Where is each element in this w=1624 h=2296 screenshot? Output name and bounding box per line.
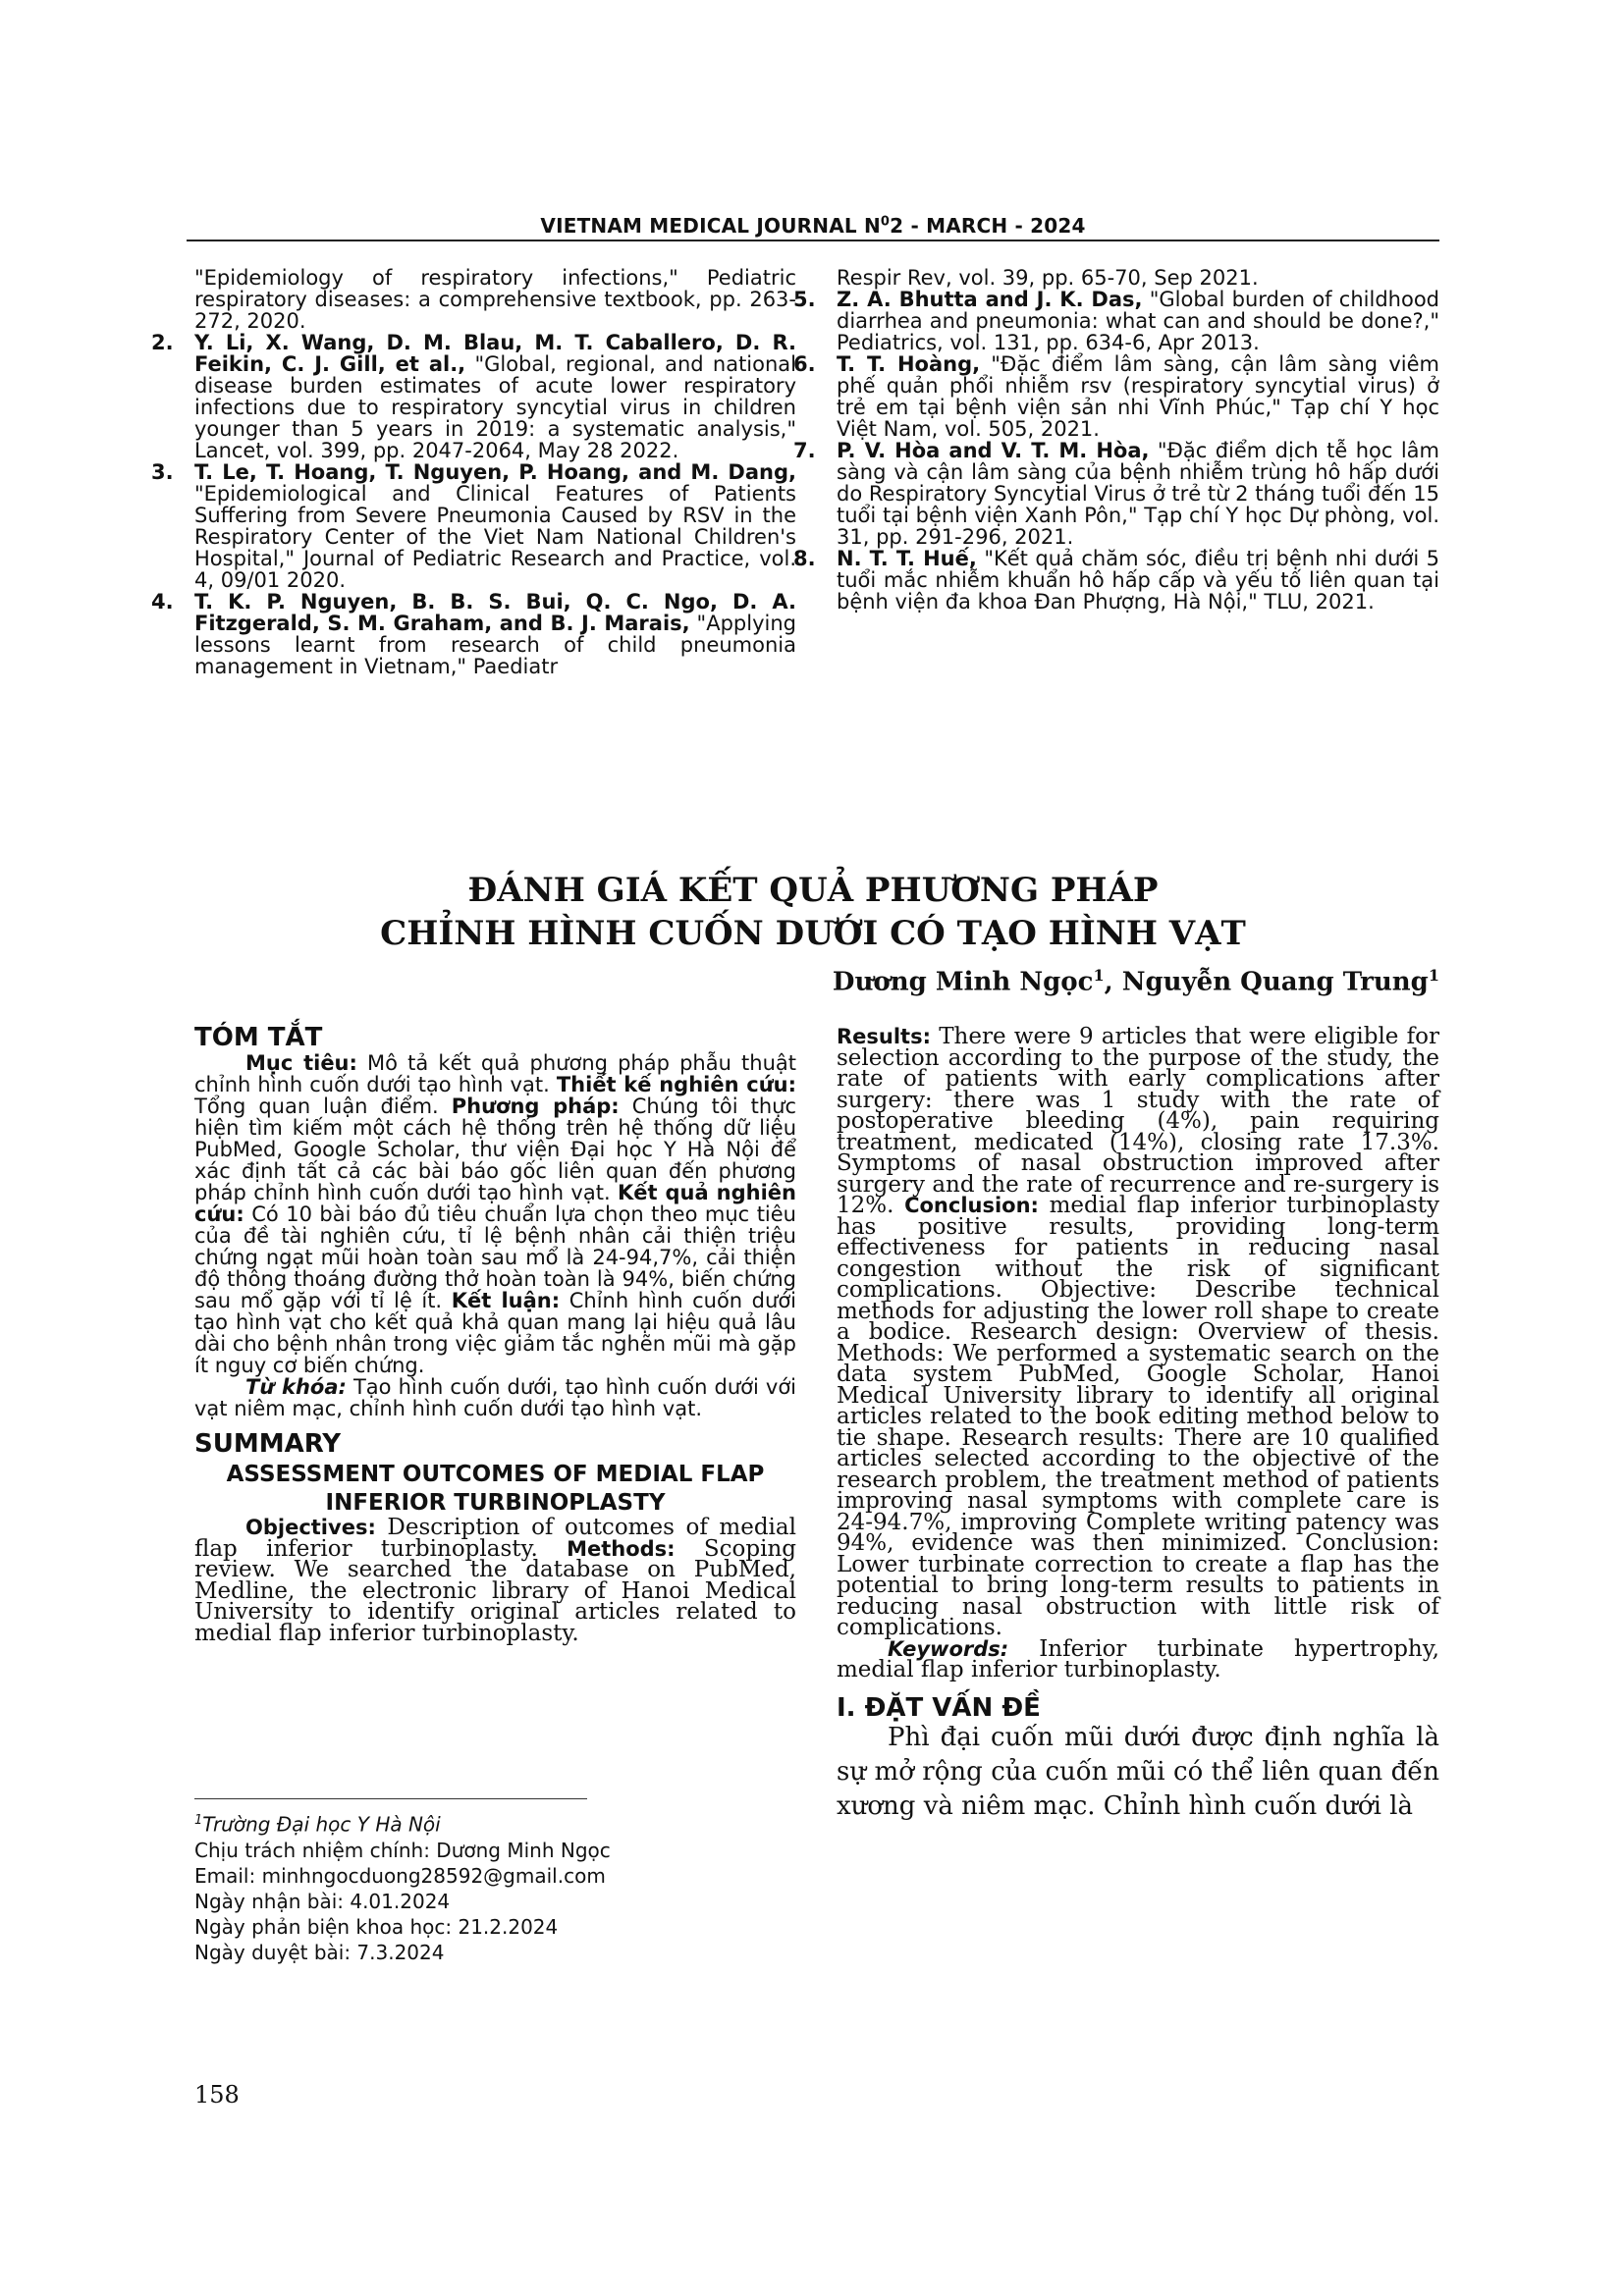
tomtat-keywords: Từ khóa: Tạo hình cuốn dưới, tạo hình cuốn dưới với vạt niêm mạc, chỉnh hình cuốn dưới tạo hình vạt. (194, 1375, 797, 1420)
footnote-received-date: Ngày nhận bài: 4.01.2024 (194, 1889, 451, 1913)
article-title-line-2: CHỈNH HÌNH CUỐN DƯỚI CÓ TẠO HÌNH VẠT (380, 914, 1246, 953)
footnote-approved-date: Ngày duyệt bài: 7.3.2024 (194, 1940, 445, 1964)
summary-paragraph-continued: Results: There were 9 articles that were eligible for selection according to the purpose of the study, the rate of patients with early complications after surgery: there was 1 study with the rate of postoperative bleeding (4%), pain requiring treatment, medicated (14%), closing rate 17.3%. Symptoms of nasal obstruction improved after surgery and the rate of recurrence and re-surgery is 12%. Conclusion: medial flap inferior turbinoplasty has positive results, providing long-term effectiveness for patients in reducing nasal congestion without the risk of significant complications. Objective: Describe technical methods for adjusting the lower roll shape to create a bodice. Research design: Overview of thesis. Methods: We performed a systematic search on the data system PubMed, Google Scholar, Hanoi Medical University library to identify all original articles related to the book editing method below to tie shape. Research results: There are 10 qualified articles selected according to the objective of the research problem, the treatment method of patients improving nasal symptoms with complete care is 24-94.7%, improving Complete writing patency was 94%, evidence was then minimized. Conclusion: Lower turbinate correction to create a flap has the potential to bring long-term results to patients in reducing nasal obstruction with little risk of complications. (837, 1024, 1439, 1640)
footnote-email: Email: minhngocduong28592@gmail.com (194, 1863, 606, 1888)
footnote-rule (194, 1798, 587, 1799)
tomtat-paragraph: Mục tiêu: Mô tả kết quả phương pháp phẫu thuật chỉnh hình cuốn dưới tạo hình vạt. Thiết kế nghiên cứu: Tổng quan luận điểm. Phương pháp: Chúng tôi thực hiện tìm kiếm một cách hệ thống trên hệ thống dữ liệu PubMed, Google Scholar, thư viện Đại học Y Hà Nội để xác định tất cả các bài báo gốc liên quan đến phương pháp chỉnh hình cuốn dưới tạo hình vạt. Kết quả nghiên cứu: Có 10 bài báo đủ tiêu chuẩn lựa chọn theo mục tiêu của đề tài nghiên cứu, tỉ lệ bệnh nhân cải thiện triệu chứng ngạt mũi hoàn toàn sau mổ là 24-94,7%, cải thiện độ thông thoáng đường thở hoàn toàn là 94%, biến chứng sau mổ gặp với tỉ lệ ít. Kết luận: Chỉnh hình cuốn dưới tạo hình vạt cho kết quả khả quan mang lại hiệu quả lâu dài cho bệnh nhân trong việc giảm tắc nghẽn mũi mà gặp ít nguy cơ biến chứng. (194, 1051, 797, 1377)
footnote-reviewed-date: Ngày phản biện khoa học: 21.2.2024 (194, 1914, 559, 1939)
summary-subtitle: ASSESSMENT OUTCOMES OF MEDIAL FLAP INFERIOR TURBINOPLASTY (226, 1462, 765, 1516)
abstract-right-column (837, 1024, 1439, 1824)
reference-item: 4. T. K. P. Nguyen, B. B. S. Bui, Q. C. Ngo, D. A. Fitzgerald, S. M. Graham, and B. J. Marais, "Applying lessons learnt from research of child pneumonia management in Vietnam," Paediatr (151, 590, 796, 678)
reference-item: 3. T. Le, T. Hoang, T. Nguyen, P. Hoang, and M. Dang, "Epidemiological and Clinical Features of Patients Suffering from Severe Pneumonia Caused by RSV in the Respiratory Center of the Viet Nam National Children's Hospital," Journal of Pediatric Research and Practice, vol. 4, 09/01 2020. (151, 460, 796, 592)
reference-item: 7. P. V. Hòa and V. T. M. Hòa, "Đặc điểm dịch tễ học lâm sàng và cận lâm sàng của bệnh nhiễm trùng hô hấp dưới do Respiratory Syncytial Virus ở trẻ từ 2 tháng tuổi đến 15 tuổi tại bệnh viện Xanh Pôn," Tạp chí Y học Dự phòng, vol. 31, pp. 291-296, 2021. (793, 439, 1440, 549)
running-header: VIETNAM MEDICAL JOURNAL $N^02$ - MARCH - 2024 (540, 214, 1086, 238)
reference-item: Respir Rev, vol. 39, pp. 65-70, Sep 2021. (837, 266, 1259, 290)
footnote-responsible-author: Chịu trách nhiệm chính: Dương Minh Ngọc (194, 1838, 611, 1862)
reference-item: "Epidemiology of respiratory infections," Pediatric respiratory diseases: a comprehensive textbook, pp. 263-272, 2020. (194, 266, 796, 333)
reference-item: 6. T. T. Hoàng, "Đặc điểm lâm sàng, cận lâm sàng viêm phế quản phổi nhiễm rsv (respiratory syncytial virus) ở trẻ em tại bệnh viện sản nhi Vĩnh Phúc," Tạp chí Y học Việt Nam, vol. 505, 2021. (793, 352, 1439, 441)
footnote-affiliation: $^1$Trường Đại học Y Hà Nội (194, 1812, 441, 1837)
references-right-column (793, 266, 1440, 614)
reference-item: 2. Y. Li, X. Wang, D. M. Blau, M. T. Caballero, D. R. Feikin, C. J. Gill, et al., "Global, regional, and national disease burden estimates of acute lower respiratory infections due to respiratory syncytial virus in children younger than 5 years in 2019: a systematic analysis," Lancet, vol. 399, pp. 2047-2064, May 28 2022. (151, 331, 796, 462)
summary-keywords: Keywords: Inferior turbinate hypertrophy, medial flap inferior turbinoplasty. (837, 1635, 1439, 1682)
article-authors: Dương Minh Ngọc$^1$, Nguyễn Quang Trung$^1$ (832, 966, 1439, 997)
references-left-column (151, 266, 796, 678)
tomtat-heading: TÓM TẮT (194, 1023, 323, 1052)
summary-paragraph-start: Objectives: Description of outcomes of medial flap inferior turbinoplasty. Methods: Scoping review. We searched the database on PubMed, Medline, the electronic library of Hanoi Medical University to identify original articles related to medial flap inferior turbinoplasty. (194, 1515, 796, 1646)
intro-paragraph: Phì đại cuốn mũi dưới được định nghĩa là sự mở rộng của cuốn mũi có thể liên quan đến xương và niêm mạc. Chỉnh hình cuốn dưới là (837, 1722, 1439, 1821)
header-rule (187, 240, 1439, 241)
intro-heading: I. ĐẶT VẤN ĐỀ (837, 1692, 1041, 1723)
reference-item: 5. Z. A. Bhutta and J. K. Das, "Global burden of childhood diarrhea and pneumonia: what can and should be done?," Pediatrics, vol. 131, pp. 634-6, Apr 2013. (793, 288, 1439, 354)
abstract-left-column (194, 1023, 797, 1646)
summary-heading: SUMMARY (194, 1429, 342, 1459)
page-number: 158 (194, 2081, 240, 2109)
article-title-line-1: ĐÁNH GIÁ KẾT QUẢ PHƯƠNG PHÁP (467, 871, 1159, 910)
reference-item: 8. N. T. T. Huế, "Kết quả chăm sóc, điều trị bệnh nhi dưới 5 tuổi mắc nhiễm khuẩn hô hấp cấp và yếu tố liên quan tại bệnh viện đa khoa Đan Phượng, Hà Nội," TLU, 2021. (793, 547, 1439, 614)
affiliation-footnote (194, 1808, 796, 1965)
